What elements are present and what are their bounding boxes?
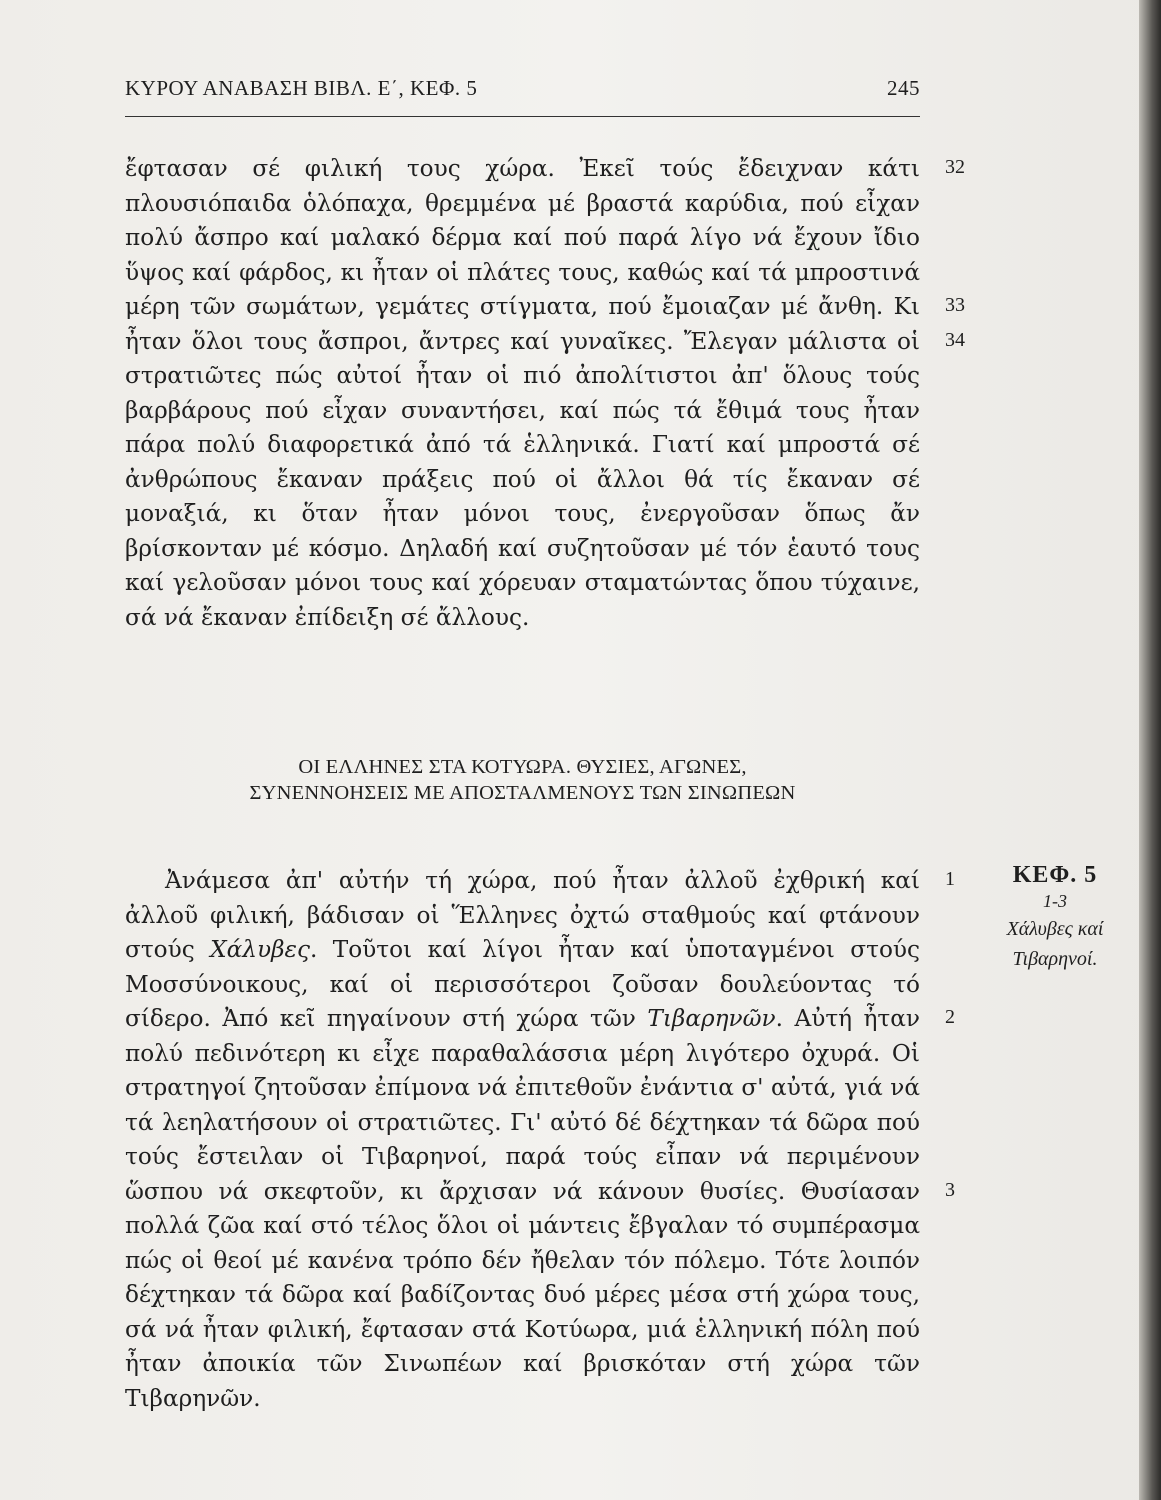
paragraph-2 bbox=[125, 864, 920, 1416]
section-range: 1-3 bbox=[1043, 891, 1067, 911]
running-header bbox=[125, 76, 920, 106]
running-title: ΚΥΡΟΥ ΑΝΑΒΑΣΗ ΒΙΒΛ. Ε΄, ΚΕΦ. 5 bbox=[125, 76, 478, 100]
section-heading bbox=[125, 754, 920, 806]
section-number: 2 bbox=[945, 1006, 955, 1028]
page-edge-shadow bbox=[1139, 0, 1161, 1500]
place-tibarenon: Τιβαρηνῶν bbox=[647, 1005, 776, 1032]
heading-line-2: ΣΥΝΕΝΝΟΗΣΕΙΣ ΜΕ ΑΠΟΣΤΑΛΜΕΝΟΥΣ ΤΩΝ ΣΙΝΩΠΕΩΝ bbox=[249, 782, 796, 804]
topic-line: Χάλυβες καί bbox=[1006, 918, 1104, 940]
header-rule bbox=[125, 116, 920, 117]
chapter-label: ΚΕΦ. 5 bbox=[1012, 862, 1098, 888]
page-number: 245 bbox=[887, 76, 920, 100]
paragraph-1: ἔφτασαν σέ φιλική τους χώρα. Ἐκεῖ τούς ἔδειχναν κάτι πλουσιόπαιδα ὁλόπαχα, θρεμμένα μέ βραστά καρύδια, πού εἶχαν πολύ ἄσπρο καί μαλακό δέρμα καί πού παρά λίγο νά ἔχουν ἴδιο ὕψος καί φάρδος, κι ἦταν οἱ πλάτες τους, καθώς καί τά μπροστινά μέρη τῶν σωμάτων, γεμάτες στίγματα, πού ἔμοιαζαν μέ ἄνθη. Κι ἦταν ὅλοι τους ἄσπροι, ἄντρες καί γυναῖκες. Ἔλεγαν μάλιστα οἱ στρατιῶτες πώς αὐτοί ἦταν οἱ πιό ἀπολίτιστοι ἀπ' ὅλους τούς βαρβάρους πού εἶχαν συναντήσει, καί πώς τά ἔθιμά τους ἦταν πάρα πολύ διαφορετικά ἀπό τά ἑλληνικά. Γιατί καί μπροστά σέ ἀνθρώπους ἔκαναν πράξεις πού οἱ ἄλλοι θά τίς ἔκαναν σέ μοναξιά, κι ὅταν ἦταν μόνοι τους, ἐνεργοῦσαν ὅπως ἄν βρίσκονταν μέ κόσμο. Δηλαδή καί συζητοῦσαν μέ τόν ἑαυτό τους καί γελοῦσαν μόνοι τους καί χόρευαν σταματώντας ὅπου τύχαινε, σά νά ἔκαναν ἐπίδειξη σέ ἄλλους. bbox=[125, 155, 920, 631]
topic-line: Τιβαρηνοί. bbox=[1012, 948, 1098, 970]
margin-note bbox=[975, 862, 1135, 972]
paragraph-2-text: . Τοῦτοι καί λίγοι ἦταν καί ὑποταγμένοι στούς Μοσσύνοικους, καί οἱ περισσότεροι ζοῦσαν δουλεύοντας τό σίδερο. Ἀπό κεῖ πηγαίνουν στή χώρα τῶν bbox=[125, 936, 920, 1032]
heading-line-1: ΟΙ ΕΛΛΗΝΕΣ ΣΤΑ ΚΟΤΥΩΡΑ. ΘΥΣΙΕΣ, ΑΓΩΝΕΣ, bbox=[298, 756, 747, 778]
section-number: 33 bbox=[945, 294, 965, 316]
section-number: 34 bbox=[945, 329, 965, 351]
paragraph-2-text: . Αὐτή ἦταν πολύ πεδινότερη κι εἶχε παραθαλάσσια μέρη λιγότερο ὀχυρά. Οἱ στρατηγοί ζητοῦσαν ἐπίμονα νά ἐπιτεθοῦν ἐνάντια σ' αὐτά, γιά νά τά λεηλατήσουν οἱ στρατιῶτες. Γι' αὐτό δέ δέχτηκαν τά δῶρα πού τούς ἔστειλαν οἱ Τιβαρηνοί, παρά τούς εἶπαν νά περιμένουν ὥσπου νά σκεφτοῦν, κι ἄρχισαν νά κάνουν θυσίες. Θυσίασαν πολλά ζῶα καί στό τέλος ὅλοι οἱ μάντεις ἔβγαλαν τό συμπέρασμα πώς οἱ θεοί μέ κανένα τρόπο δέν ἤθελαν τόν πόλεμο. Τότε λοιπόν δέχτηκαν τά δῶρα καί βαδίζοντας δυό μέρες μέσα στή χώρα τους, σά νά ἦταν φιλική, ἔφτασαν στά Κοτύωρα, μιά ἑλληνική πόλη πού ἦταν ἀποικία τῶν Σινωπέων καί βρισκόταν στή χώρα τῶν Τιβαρηνῶν. bbox=[125, 1005, 920, 1412]
section-number: 3 bbox=[945, 1179, 955, 1201]
section-number: 32 bbox=[945, 156, 965, 178]
place-chalybes: Χάλυβες bbox=[210, 936, 310, 963]
section-number: 1 bbox=[945, 868, 955, 890]
paragraph-2-text: Ἀνάμεσα ἀπ' αὐτήν τή χώρα, πού ἦταν ἀλλοῦ ἐχθρική καί ἀλλοῦ φιλική, βάδισαν οἱ Ἕλληνες ὀχτώ σταθμούς καί φτάνουν στούς bbox=[125, 867, 920, 963]
